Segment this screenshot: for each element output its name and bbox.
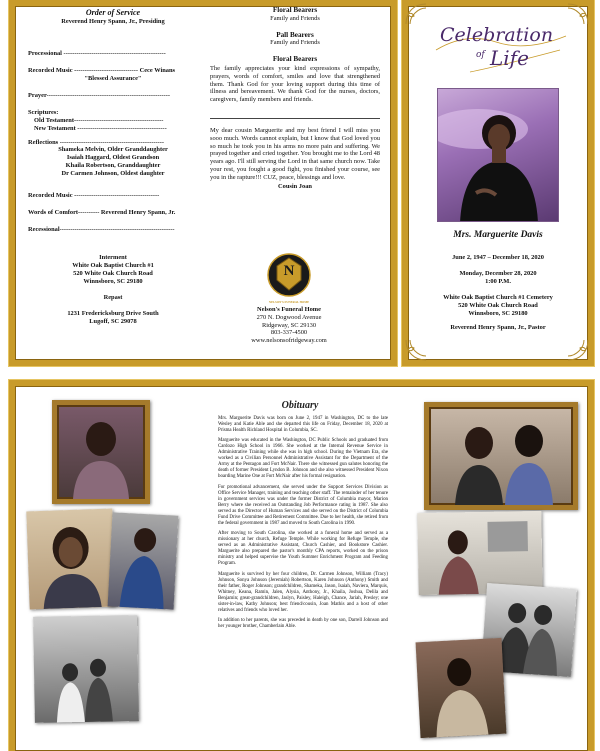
floral-bearers-heading: Floral Bearers <box>272 6 318 14</box>
corner-flourish-icon <box>566 338 590 362</box>
pall-bearers-sub: Family and Friends <box>270 39 320 47</box>
pall-bearers-heading: Pall Bearers <box>276 30 314 39</box>
old-testament-line: Old Testament------------------------------------------ <box>34 117 164 124</box>
reflection-speaker: Khaila Robertson, Granddaughter <box>65 162 161 169</box>
life-dates: June 2, 1947 – December 18, 2020 <box>452 254 544 261</box>
service-date: Monday, December 28, 2020 <box>459 270 537 277</box>
reflection-speaker: Isaiah Haggard, Oldest Grandson <box>66 154 160 161</box>
funeral-home-phone: 803-337-4500 <box>270 329 308 337</box>
office-photo <box>417 511 542 595</box>
group-figure <box>33 615 139 723</box>
mother-daughter-photo <box>424 402 578 510</box>
standing-photo <box>108 512 179 609</box>
obituary-paragraph: In addition to her parents, she was preceded in death by one son, Darrell Johnson and her younger brother, Chamberlain Able. <box>218 618 388 630</box>
recorded-music-line: Recorded Music ------------------------------ Cece Winans <box>28 67 176 74</box>
young-portrait-photo <box>26 509 115 610</box>
repast-line: 1231 Fredericksburg Drive South <box>67 310 159 317</box>
portrait-figure <box>438 89 559 222</box>
new-testament-line: New Testament ------------------------------------------ <box>34 125 167 132</box>
repast-heading: Repast <box>103 294 123 301</box>
interment-line: 520 White Oak Church Road <box>73 270 153 277</box>
person-figure <box>108 512 179 609</box>
funeral-home-info <box>214 306 364 345</box>
child-figure <box>57 405 145 499</box>
scriptures-label: Scriptures: <box>28 109 59 116</box>
funeral-home-logo <box>266 252 312 298</box>
family-appreciation-text: The family appreciates your kind expressions of sympathy, prayers, words of comfort, smiles and love that strengthened them. Thank God for your loving support during this time of illness and bereavement. We thank God for the nurses, doctors, caregivers, family members and friends. <box>210 64 380 104</box>
presiding-line: Reverend Henry Spann, Jr., Presiding <box>61 18 165 25</box>
divider <box>210 118 380 119</box>
seated-photo <box>416 638 507 738</box>
order-of-service-title: Order of Service <box>85 8 141 17</box>
corner-flourish-icon <box>404 338 428 362</box>
title-of: of <box>476 50 485 60</box>
deceased-name: Mrs. Marguerite Davis <box>453 230 543 240</box>
reflection-speaker: Dr Carmen Johnson, Oldest daughter <box>61 170 165 177</box>
tribute-text: My dear cousin Marguerite and my best friend I will miss you sooo much. Words cannot explain, but I know that God loved you so much he took you in his arms no more pain and suffering. We prayed together and cried together. You brought me to the Lord 48 years ago. I'll still serving the Lord in that same church now. Take your rest, you fought a good fight, you finished your course, see you in the rapture!!! CUZ, peace, blessings and love. <box>210 127 380 181</box>
celebration-of-life-title <box>430 20 570 80</box>
recorded-music-line-2: Recorded Music ---------------------------------------- <box>28 192 160 199</box>
interment-heading: Interment <box>99 254 127 261</box>
obituary-paragraph: Marguerite is survived by her four children, Dr. Carmen Johnson, William (Tracy) Johnson, Sonya Johnson (Jeremiah) Robertson, Karen Johnson (Anthony) Smith and their father, Roger Johnson; grandchildren, Shameka, Jason, Isaiah, Naviera, Marquis, Whitney, Keana, Ramin, Jalen, Alysia, Anthony, Jr., Khaila, Joshua, Delila and Benjamin; great-grandchildren, Jaslyn, Paisley, Haleigh, Chance, Jariah, Presley; one sister-in-law, Kathy Johnson; best friend/cousin, Joan Mathis and a host of other relatives and friends who loved her. <box>218 571 388 613</box>
title-celebration: Celebration <box>440 24 554 46</box>
logo-caption: NELSON'S FUNERAL HOME <box>268 300 310 304</box>
title-life: Life <box>490 46 529 70</box>
seated-figure <box>416 638 507 738</box>
floral-bearers-sub: Family and Friends <box>270 14 320 22</box>
service-city: Winnsboro, SC 29180 <box>468 310 528 317</box>
family-bw-photo <box>33 615 139 723</box>
floral-bearers-heading-2: Floral Bearers <box>272 55 318 64</box>
tribute-signature: Cousin Joan <box>278 182 312 190</box>
portrait-figure <box>26 509 115 610</box>
service-time: 1:00 P.M. <box>485 278 511 285</box>
funeral-home-city: Ridgeway, SC 29130 <box>261 321 317 329</box>
service-address: 520 White Oak Church Road <box>458 302 538 309</box>
obituary-body <box>218 416 388 635</box>
reflection-speaker: Shameka Melvin, Older Granddaughter <box>58 146 168 153</box>
words-of-comfort-line: Words of Comfort---------- Reverend Henry Spann, Jr. <box>28 209 176 216</box>
obituary-paragraph: Mrs. Marguerite Davis was born on June 2, 1947 in Washington, DC to the late Wesley and Katie Able and she departed this life on Friday, December 18, 2020 at Prisma Health Richland Hospital in Columbia, SC. <box>218 416 388 433</box>
obituary-title: Obituary <box>281 400 319 411</box>
funeral-home-website[interactable]: www.nelsonsofridgeway.com <box>251 337 327 345</box>
officiant: Reverend Henry Spann, Jr., Pastor <box>450 324 546 331</box>
office-figure <box>417 511 542 595</box>
song-title: "Blessed Assurance" <box>84 75 142 82</box>
interment-line: White Oak Baptist Church #1 <box>72 262 154 269</box>
reflections-line: Reflections ------------------------------------------------- <box>28 139 165 146</box>
corner-flourish-icon <box>404 2 428 26</box>
childhood-photo <box>52 400 150 504</box>
logo-letter: N <box>283 263 295 279</box>
obituary-paragraph: Marguerite was educated in the Washington, DC Public Schools and graduated from Cardozo High School in 1966. She worked at the Internal Revenue Service in Administrative Training while she was in high school. During the Vietnam Era, she worked as a Civilian Personnel Administrative Assistant for the Department of the Army at the Pentagon and Fort McNair. There she witnessed gun salutes honoring the death of former President Lyndon B. Johnson and she also witnessed President Nixon boarding Marine One at Fort McNair after his formal resignation. <box>218 438 388 480</box>
repast-line: Lugoff, SC 29078 <box>89 318 137 325</box>
recessional-line: Recessional------------------------------------------------------ <box>28 226 175 233</box>
service-location: White Oak Baptist Church #1 Cemetery <box>443 294 553 301</box>
interment-line: Winnsboro, SC 29180 <box>83 278 143 285</box>
processional-line: Processional ------------------------------------------------ <box>28 50 166 57</box>
two-women-figure <box>429 407 573 505</box>
obituary-paragraph: After moving to South Carolina, she worked at a funeral home and served as a missionary at her church, Refuge Temple. While working for Refuge Temple, she served as an Administrative Assistant, Church Cashier, and Bookstore Cashier. Marguerite also prepared the pastor's monthly CPA reports, worked on the prison ministry and helped supervise the Youth Summer Enrichment Program and Feeding Program. <box>218 531 388 567</box>
funeral-home-name: Nelson's Funeral Home <box>257 306 321 313</box>
prayer-line: Prayer---------------------------------------------------------- <box>28 92 170 99</box>
bearers-column <box>210 6 380 191</box>
obituary-paragraph: For promotional advancement, she served under the Support Services Division as Office Service Manager, training and teaching other staff. The remainder of her tenure in government services was under the former District of Columbia mayor, Marion Berry where she received an Outstanding Job Performance rating in 1987. She also served as the Director of Human Services and she served on the District of Columbia Fund Drive Committee and Retirement Committee. Due to her health, she retired from the federal government in 1987 and moved to South Carolina in 1990. <box>218 484 388 526</box>
portrait-photo <box>437 88 559 222</box>
funeral-home-address: 270 N. Dogwood Avenue <box>256 313 322 321</box>
